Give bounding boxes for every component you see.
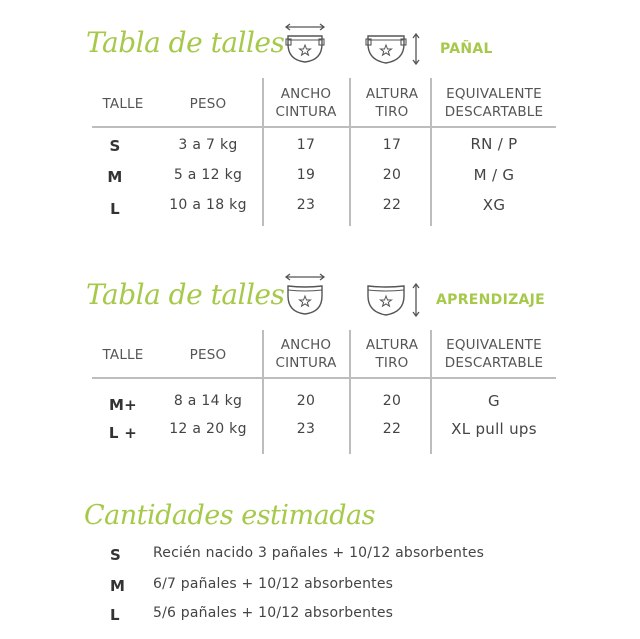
table1-row1-peso: 3 a 7 kg [178, 137, 238, 153]
header-peso: PESO [189, 96, 227, 112]
header-talle: TALLE [102, 96, 144, 112]
table2-row2-talle: L + [108, 424, 138, 442]
table2-row1-talle: M+ [108, 396, 138, 414]
table2-col-divider [349, 330, 351, 454]
header-altura-tiro: ALTURA TIRO [365, 337, 419, 371]
quantity-text-l: 5/6 pañales + 10/12 absorbentes [153, 605, 394, 621]
table1-row1-altura: 17 [382, 137, 402, 153]
quantities-title: Cantidades estimadas [84, 500, 375, 531]
table1-row2-peso: 5 a 12 kg [173, 167, 243, 183]
table1-title: Tabla de talles [86, 26, 285, 59]
table1-row3-equivalente: XG [482, 196, 506, 214]
header-equivalente-descartable: EQUIVALENTE DESCARTABLE [444, 86, 544, 120]
table2-row1-equivalente: G [488, 392, 500, 410]
quantity-size-m: M [110, 577, 125, 595]
training-pants-width-icon [282, 272, 328, 318]
header-peso: PESO [189, 347, 227, 363]
table2-row1-peso: 8 a 14 kg [173, 393, 243, 409]
table2-title: Tabla de talles [86, 278, 285, 311]
diaper-height-icon [364, 30, 426, 70]
header-ancho-cintura: ANCHO CINTURA [275, 337, 337, 371]
table2-row2-altura: 22 [382, 421, 402, 437]
training-pants-height-icon [364, 280, 426, 322]
quantity-text-m: 6/7 pañales + 10/12 absorbentes [153, 576, 394, 592]
header-equivalente-descartable: EQUIVALENTE DESCARTABLE [444, 337, 544, 371]
table2-row2-peso: 12 a 20 kg [169, 421, 247, 437]
table1-row1-ancho: 17 [296, 137, 316, 153]
table2-row1-ancho: 20 [296, 393, 316, 409]
quantity-size-l: L [110, 606, 120, 624]
diaper-width-icon [282, 22, 328, 66]
table1-row2-equivalente: M / G [473, 166, 515, 184]
table2-row1-altura: 20 [382, 393, 402, 409]
table1-row3-altura: 22 [382, 197, 402, 213]
table1-row1-talle: S [109, 137, 121, 155]
table2-row2-ancho: 23 [296, 421, 316, 437]
header-talle: TALLE [102, 347, 144, 363]
table1-col-divider [349, 78, 351, 226]
quantity-text-s: Recién nacido 3 pañales + 10/12 absorbentes [153, 545, 485, 561]
table2-header-divider [92, 377, 556, 379]
table1-row3-ancho: 23 [296, 197, 316, 213]
table2-category: APRENDIZAJE [436, 292, 546, 308]
header-ancho-cintura: ANCHO CINTURA [275, 86, 337, 120]
table2-row2-equivalente: XL pull ups [451, 420, 537, 438]
table1-header-divider [92, 126, 556, 128]
table1-row2-altura: 20 [382, 167, 402, 183]
quantity-size-s: S [110, 546, 121, 564]
table1-row2-talle: M [107, 168, 123, 186]
table1-row3-peso: 10 a 18 kg [169, 197, 247, 213]
table1-row2-ancho: 19 [296, 167, 316, 183]
table1-row1-equivalente: RN / P [470, 135, 518, 153]
header-altura-tiro: ALTURA TIRO [365, 86, 419, 120]
table1-category: PAÑAL [440, 41, 493, 57]
table1-row3-talle: L [110, 200, 120, 218]
